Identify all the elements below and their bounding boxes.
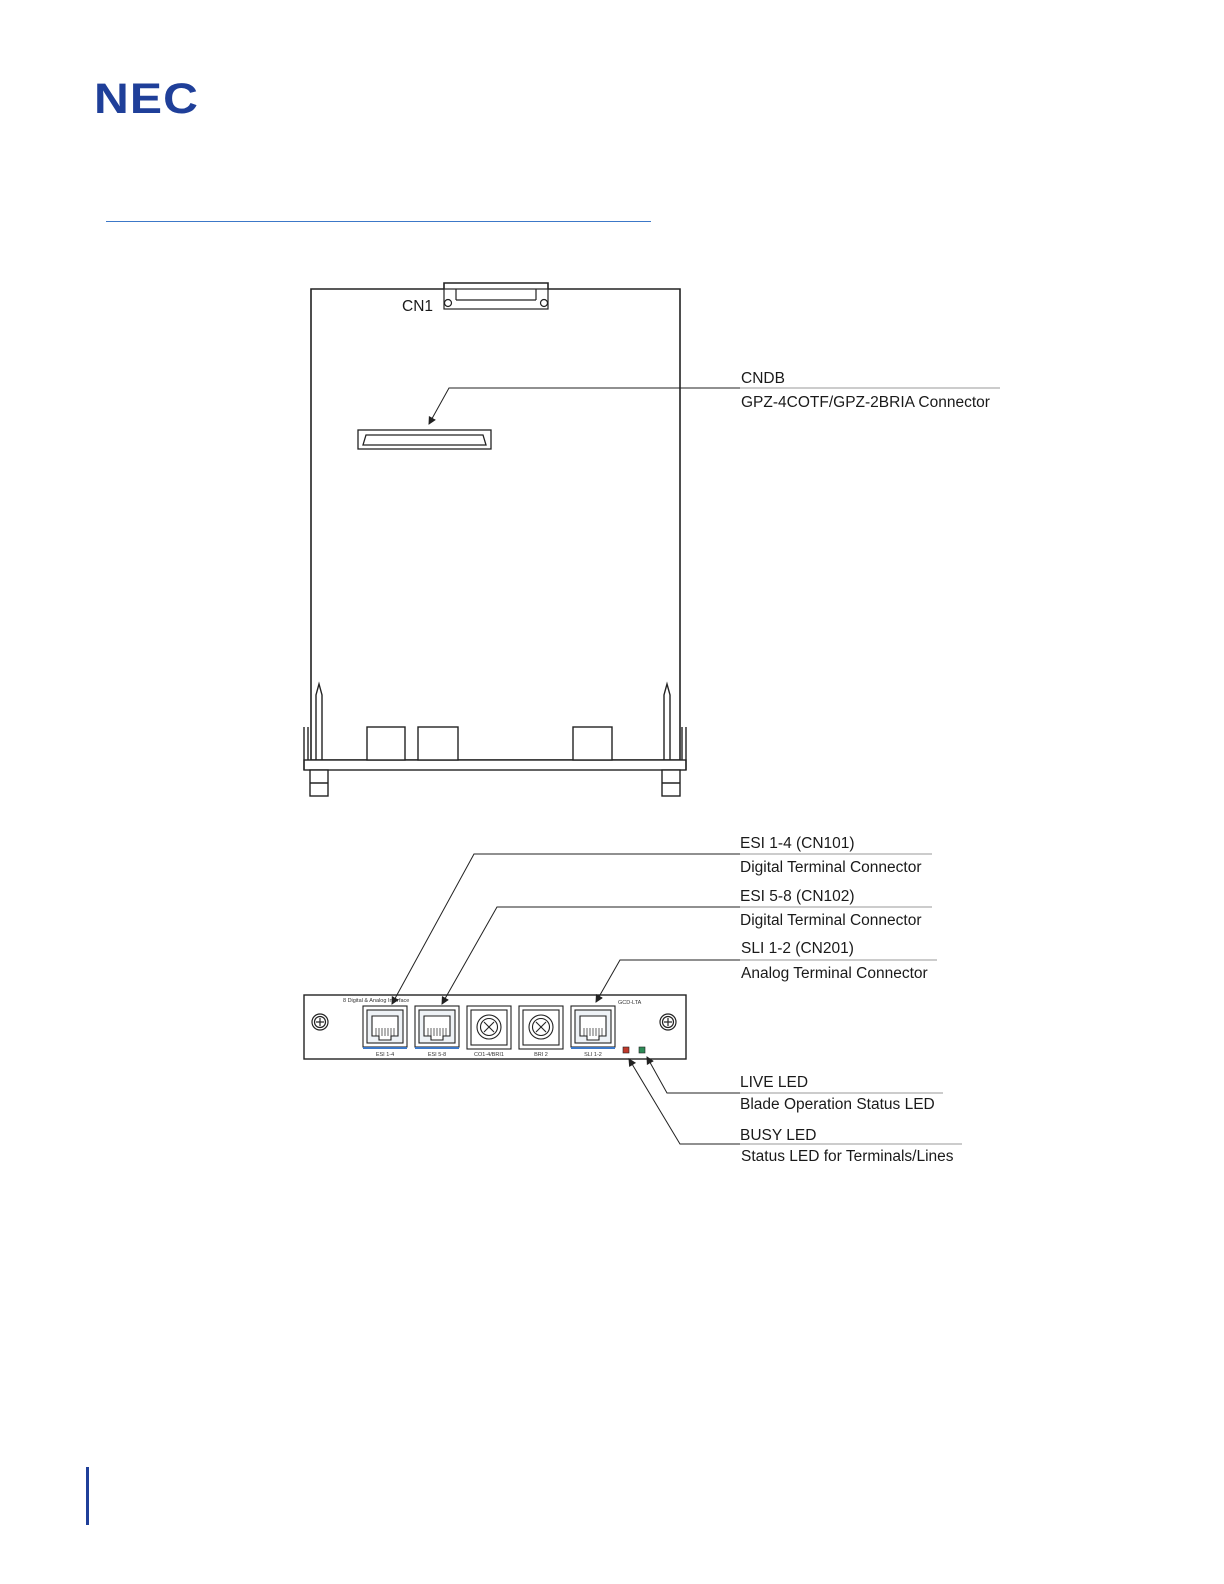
port-label: ESI 5-8 — [427, 1052, 447, 1058]
live-led-callout — [647, 1057, 943, 1113]
sli12-callout — [596, 940, 937, 1002]
live-led — [639, 1047, 645, 1053]
port-co1-4-bri1-cover — [467, 1006, 511, 1049]
screw-icon — [312, 1014, 328, 1030]
cndb-connector — [358, 430, 491, 449]
busy-led-desc: Status LED for Terminals/Lines — [741, 1148, 954, 1165]
cndb-title: CNDB — [741, 370, 785, 387]
esi58-callout — [442, 888, 932, 1004]
faceplate-model: GCD-LTA — [618, 1000, 642, 1006]
live-led-title: LIVE LED — [740, 1074, 809, 1091]
port-label: BRI 2 — [534, 1052, 548, 1058]
esi58-desc: Digital Terminal Connector — [740, 912, 922, 929]
port-label: ESI 1-4 — [375, 1052, 395, 1058]
live-led-desc: Blade Operation Status LED — [740, 1096, 935, 1113]
port-label: SLI 1-2 — [584, 1052, 602, 1058]
busy-led-title: BUSY LED — [740, 1127, 817, 1144]
busy-led — [623, 1047, 629, 1053]
port-label: CO1-4/BRI1 — [474, 1052, 504, 1058]
cn1-connector — [444, 289, 548, 309]
board-top-view — [304, 283, 686, 796]
faceplate-title: 8 Digital & Analog Interface — [343, 998, 410, 1004]
screw-icon — [660, 1014, 676, 1030]
faceplate — [304, 995, 686, 1059]
cndb-desc: GPZ-4COTF/GPZ-2BRIA Connector — [741, 394, 990, 411]
port-sli-1-2[interactable] — [571, 1006, 615, 1048]
sli12-desc: Analog Terminal Connector — [741, 965, 928, 982]
esi58-title: ESI 5-8 (CN102) — [740, 888, 855, 905]
port-esi-5-8[interactable] — [415, 1006, 459, 1048]
port-bri2-cover — [519, 1006, 563, 1049]
port-esi-1-4[interactable] — [363, 1006, 407, 1048]
esi14-desc: Digital Terminal Connector — [740, 859, 922, 876]
sli12-title: SLI 1-2 (CN201) — [741, 940, 854, 957]
esi14-title: ESI 1-4 (CN101) — [740, 835, 855, 852]
cn1-label: CN1 — [402, 298, 434, 315]
nec-logo: NEC — [94, 75, 200, 123]
